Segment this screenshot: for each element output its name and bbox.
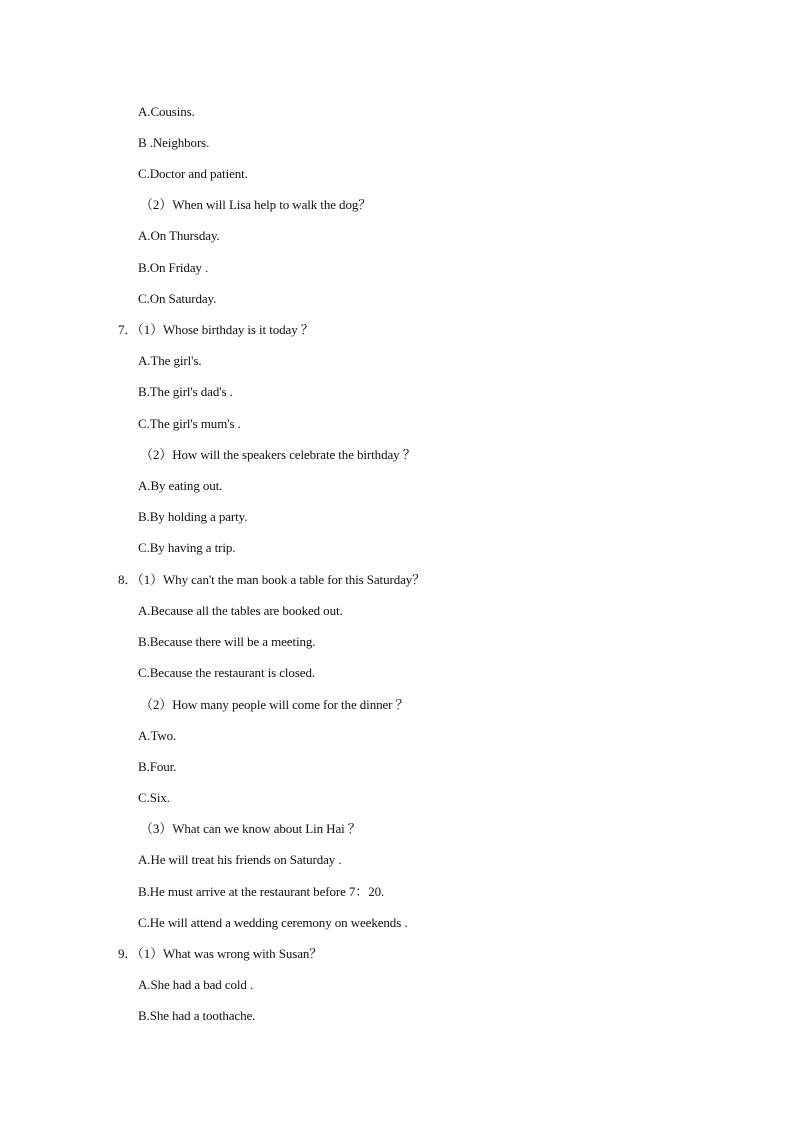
option-line: C.Doctor and patient.	[138, 166, 248, 181]
question-line: 8．（1）Why can't the man book a table for this Saturday？	[118, 572, 426, 587]
option-line: A.Two.	[138, 728, 177, 743]
option-line: B.She had a toothache.	[138, 1008, 256, 1023]
option-line: A.The girl's.	[138, 353, 202, 368]
option-line: A.He will treat his friends on Saturday .	[138, 852, 342, 867]
option-line: C.Six.	[138, 790, 170, 805]
option-line: C.On Saturday.	[138, 291, 217, 306]
option-line: B.Because there will be a meeting.	[138, 634, 316, 649]
option-line: B.On Friday .	[138, 260, 209, 275]
sub-question-line: （2）How many people will come for the dinner ？	[140, 697, 409, 712]
option-line: A.She had a bad cold .	[138, 977, 254, 992]
question-line: 9．（1）What was wrong with Susan？	[118, 946, 323, 961]
question-line: 7．（1）Whose birthday is it today ？	[118, 322, 314, 337]
option-line: C.By having a trip.	[138, 540, 236, 555]
option-line: A.By eating out.	[138, 478, 223, 493]
option-line: C.The girl's mum's .	[138, 416, 241, 431]
sub-question-line: （2）How will the speakers celebrate the birthday ？	[140, 447, 416, 462]
option-line: B.By holding a party.	[138, 509, 248, 524]
option-line: B.Four.	[138, 759, 177, 774]
option-line: C.He will attend a wedding ceremony on weekends .	[138, 915, 408, 930]
option-line: B.He must arrive at the restaurant before 7：20.	[138, 884, 385, 899]
sub-question-line: （2）When will Lisa help to walk the dog？	[140, 197, 372, 212]
option-line: C.Because the restaurant is closed.	[138, 665, 315, 680]
option-line: A.Cousins.	[138, 104, 195, 119]
option-line: B.The girl's dad's .	[138, 384, 233, 399]
option-line: A.Because all the tables are booked out.	[138, 603, 343, 618]
option-line: A.On Thursday.	[138, 228, 220, 243]
sub-question-line: （3）What can we know about Lin Hai ？	[140, 821, 361, 836]
option-line: B .Neighbors.	[138, 135, 210, 150]
